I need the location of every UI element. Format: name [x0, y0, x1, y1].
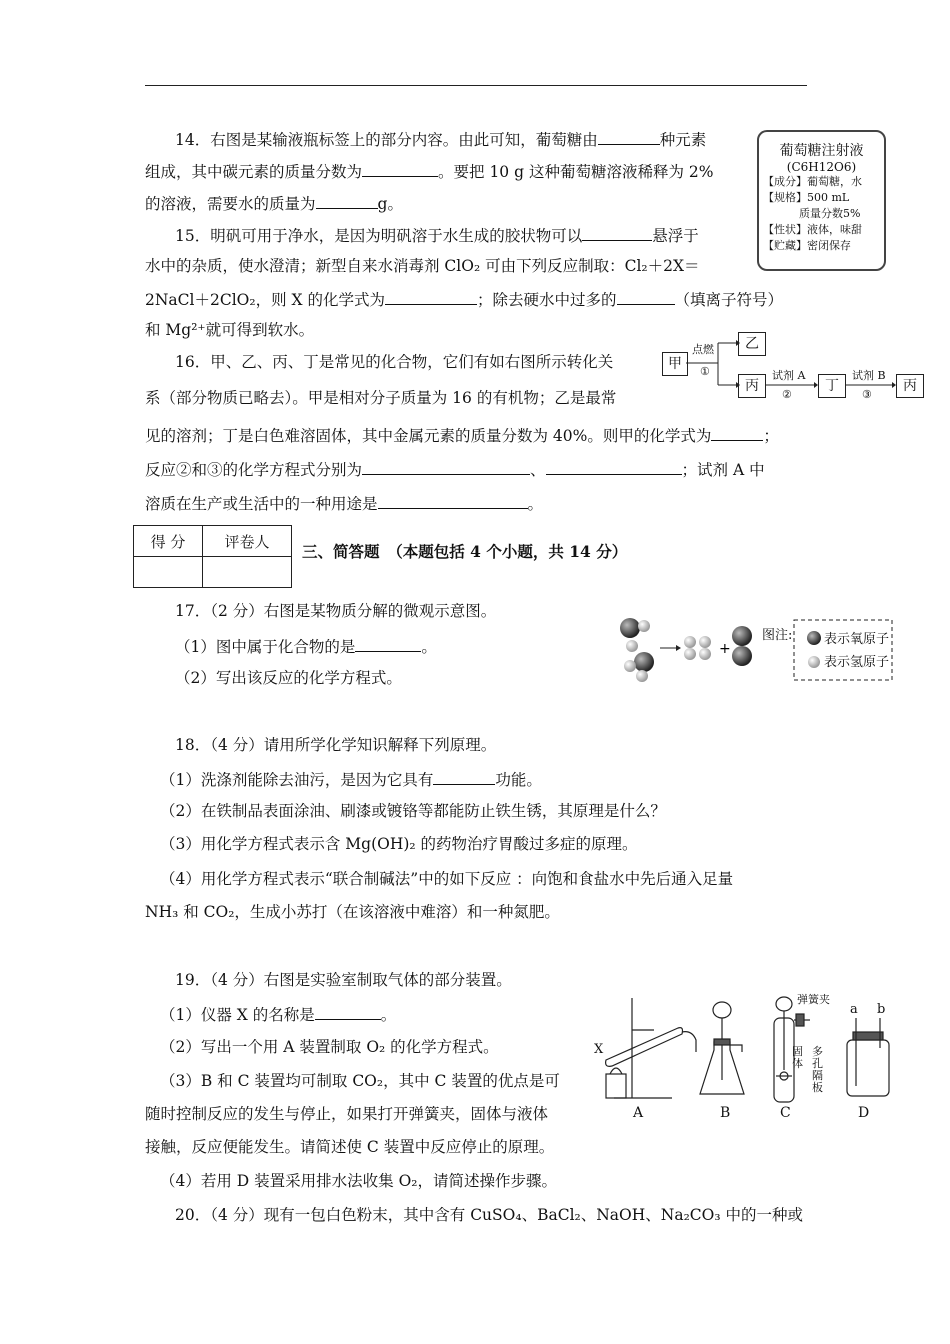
legend-hydrogen: 表示氢原子	[824, 655, 890, 670]
fig-label-b: B	[720, 1105, 731, 1121]
hydrogen-atom	[636, 670, 648, 682]
q15-blank2[interactable]	[385, 288, 477, 305]
header-rule	[145, 85, 807, 86]
fig-label-a-small: a	[850, 1002, 858, 1017]
legend-title: 图注:	[762, 628, 793, 643]
q14-line1: 14．右图是某输液瓶标签上的部分内容。由此可知，葡萄糖由 种元素	[175, 128, 706, 150]
infusion-label: 葡萄糖注射液 (C6H12O6) 【成分】葡萄糖，水 【规格】500 mL 质量分数5% 【性状】液体，味甜 【贮藏】密闭保存	[757, 130, 886, 271]
label-title: 葡萄糖注射液	[779, 143, 864, 159]
q15-line1: 15．明矾可用于净水，是因为明矾溶于水生成的胶状物可以 悬浮于	[175, 224, 699, 246]
fig-label-a: A	[633, 1105, 644, 1121]
q18-line1: 18．（4 分）请用所学化学知识解释下列原理。	[175, 736, 497, 754]
reaction-arrow	[676, 645, 681, 651]
q15-blank1[interactable]	[582, 224, 652, 241]
fig-label-b-small: b	[877, 1002, 886, 1017]
q14-blank3[interactable]	[316, 192, 378, 209]
q16-blank2[interactable]	[362, 458, 530, 475]
box-yi: 乙	[738, 332, 766, 356]
q16-line1: 16．甲、乙、丙、丁是常见的化合物，它们有如右图所示转化关	[175, 353, 614, 371]
box-bing: 丙	[738, 374, 766, 398]
q18-line4: （3）用化学方程式表示含 Mg(OH)₂ 的药物治疗胃酸过多症的原理。	[160, 835, 638, 853]
q14-blank2[interactable]	[362, 160, 438, 177]
box-jia: 甲	[662, 352, 688, 376]
q19-line6: 接触，反应便能发生。请简述使 C 装置中反应停止的原理。	[145, 1138, 555, 1156]
q16-blank3[interactable]	[546, 458, 682, 475]
q15-line3: 2NaCl＋2ClO₂，则 X 的化学式为 ；除去硬水中过多的 （填离子符号）	[145, 288, 783, 310]
q19-blank1[interactable]	[315, 1003, 381, 1020]
q15-line2: 水中的杂质，使水澄清；新型自来水消毒剂 ClO₂ 可由下列反应制取：Cl₂＋2X＝	[145, 257, 700, 275]
oxygen-atom	[620, 618, 640, 638]
q19-line7: （4）若用 D 装置采用排水法收集 O₂，请简述操作步骤。	[160, 1172, 557, 1190]
q16-line5: 溶质在生产或生活中的一种用途是 。	[145, 492, 543, 514]
section3-title: 三、简答题 （本题包括 4 个小题，共 14 分）	[302, 542, 628, 561]
fig-label-x: X	[594, 1042, 604, 1057]
q19-line5: 随时控制反应的发生与停止，如果打开弹簧夹，固体与液体	[145, 1105, 549, 1123]
hydrogen-atom	[626, 640, 638, 652]
q14-line2: 组成，其中碳元素的质量分数为 。要把 10 g 这种葡萄糖溶液稀释为 2%	[145, 160, 713, 182]
q16-blank1[interactable]	[711, 424, 763, 441]
box-bing2: 丙	[896, 374, 924, 398]
hydrogen-atom	[638, 620, 650, 632]
q19-line1: 19．（4 分）右图是实验室制取气体的部分装置。	[175, 971, 512, 989]
q18-line2: （1）洗涤剂能除去油污，是因为它具有 功能。	[160, 768, 542, 790]
q14-blank1[interactable]	[598, 128, 660, 145]
molecule-diagram	[616, 614, 896, 686]
svg-text:+: +	[719, 641, 731, 657]
q17-line1: 17．（2 分）右图是某物质分解的微观示意图。	[175, 602, 497, 620]
fig-label-clamp: 弹簧夹	[797, 993, 830, 1006]
q18-blank1[interactable]	[433, 768, 495, 785]
q14-line3: 的溶液，需要水的质量为 g。	[145, 192, 403, 214]
q18-line3: （2）在铁制品表面涂油、刷漆或镀铬等都能防止铁生锈，其原理是什么？	[160, 802, 666, 820]
q16-line3: 见的溶剂；丁是白色难溶固体，其中金属元素的质量分数为 40%。则甲的化学式为 ；	[145, 424, 779, 446]
q16-line2: 系（部分物质已略去）。甲是相对分子质量为 16 的有机物；乙是最常	[145, 389, 617, 407]
fig-label-d: D	[858, 1105, 870, 1121]
legend-oxygen: 表示氧原子	[824, 632, 890, 647]
q15-blank3[interactable]	[617, 288, 675, 305]
q20-line1: 20．（4 分）现有一包白色粉末，其中含有 CuSO₄、BaCl₂、NaOH、Na₂CO₃ 中的一种或	[175, 1206, 803, 1224]
q19-line4: （3）B 和 C 装置均可制取 CO₂，其中 C 装置的优点是可	[160, 1072, 560, 1090]
q19-line3: （2）写出一个用 A 装置制取 O₂ 的化学方程式。	[160, 1038, 499, 1056]
fig-label-solid: 固体	[792, 1045, 803, 1070]
q16-blank4[interactable]	[378, 492, 528, 509]
q17-blank1[interactable]	[355, 635, 421, 652]
q18-line6: NH₃ 和 CO₂，生成小苏打（在该溶液中难溶）和一种氮肥。	[145, 903, 560, 921]
q16-line4: 反应②和③的化学方程式分别为 、 ；试剂 A 中	[145, 458, 765, 480]
box-ding: 丁	[818, 374, 846, 398]
fig-label-plate: 多 孔 隔 板	[812, 1045, 823, 1094]
label-formula: (C6H12O6)	[786, 160, 857, 174]
score-cell[interactable]	[134, 557, 203, 588]
grader-cell[interactable]	[203, 557, 292, 588]
q18-line5: （4）用化学方程式表示“联合制碱法”中的如下反应 ：向饱和食盐水中先后通入足量	[160, 870, 734, 888]
q15-line4: 和 Mg²⁺就可得到软水。	[145, 321, 315, 339]
fig-label-c: C	[780, 1105, 791, 1121]
score-table: 得 分 评卷人	[133, 525, 292, 588]
hydrogen-atom	[624, 660, 636, 672]
q17-line3: （2）写出该反应的化学方程式。	[175, 669, 402, 687]
oxygen-atom	[634, 652, 654, 672]
q19-line2: （1）仪器 X 的名称是 。	[160, 1003, 396, 1025]
q17-line2: （1）图中属于化合物的是 。	[175, 635, 437, 657]
